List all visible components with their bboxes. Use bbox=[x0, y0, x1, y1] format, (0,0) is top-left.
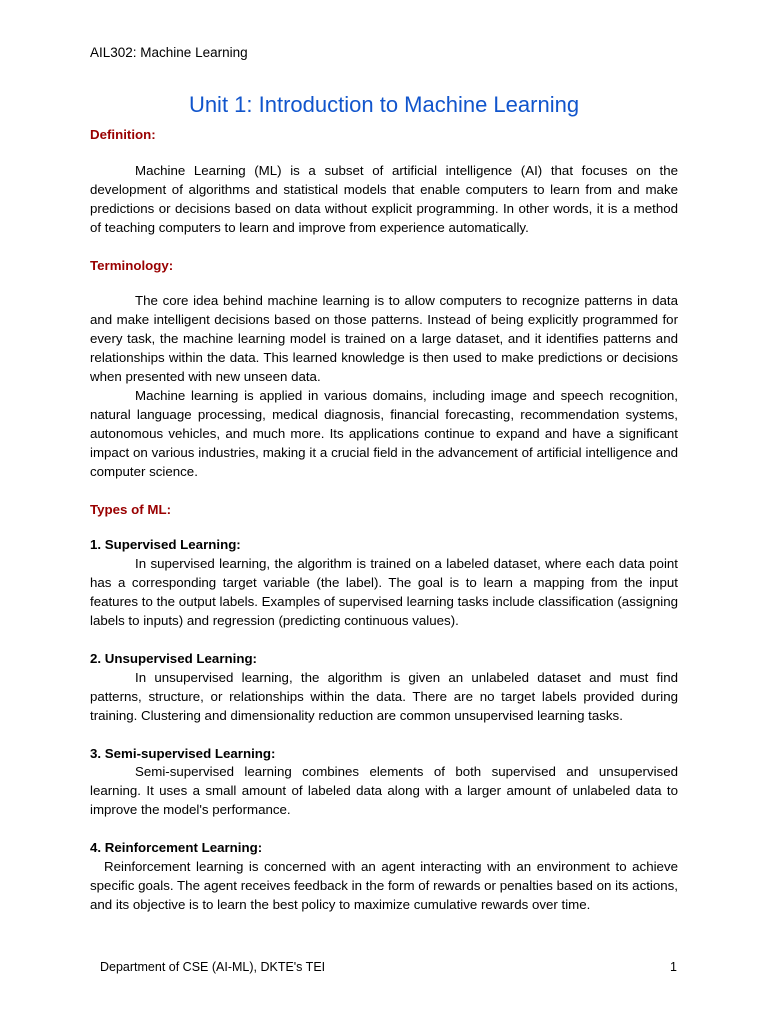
definition-heading: Definition: bbox=[90, 127, 156, 142]
terminology-paragraph-1: The core idea behind machine learning is to allow computers to recognize patterns in data and make intelligent decisions based on those patterns. Instead of being explicitly programmed for every task, the machine learning model is trained on a large dataset, and it identifies patterns and relationships within the data. This learned knowledge is then used to make predictions or decisions when presented with new unseen data. bbox=[90, 293, 678, 385]
terminology-paragraph-2: Machine learning is applied in various domains, including image and speech recognition, natural language processing, medical diagnosis, financial forecasting, recommendation systems, autonomous vehicles, and much more. Its applications continue to expand and have a significant impact on various industries, making it a crucial field in the advancement of artificial intelligence and computer science. bbox=[90, 387, 678, 479]
unsupervised-heading: 2. Unsupervised Learning: bbox=[90, 650, 257, 666]
page-title: Unit 1: Introduction to Machine Learning bbox=[188, 92, 580, 117]
semi-supervised-paragraph: Semi-supervised learning combines elements of both supervised and unsupervised learning. It uses a small amount of labeled data along with a larger amount of unlabeled data to improve the model's performance. bbox=[90, 764, 678, 818]
page-number: 1 bbox=[670, 960, 677, 974]
supervised-heading: 1. Supervised Learning: bbox=[90, 537, 241, 553]
definition-paragraph: Machine Learning (ML) is a subset of artificial intelligence (AI) that focuses on the development of algorithms and statistical models that enable computers to learn from and make predictions or decisions based on data without explicit programming. In other words, it is a method of teaching computers to learn and improve from experience automatically. bbox=[90, 162, 678, 235]
terminology-heading: Terminology: bbox=[90, 257, 174, 273]
course-header: AIL302: Machine Learning bbox=[90, 45, 248, 60]
semi-supervised-heading: 3. Semi-supervised Learning: bbox=[90, 745, 276, 761]
supervised-paragraph: In supervised learning, the algorithm is trained on a labeled dataset, where each data point has a corresponding target variable (the label). The goal is to learn a mapping from the input features to the output labels. Examples of supervised learning tasks include classification (assigning labels to inputs) and regression (predicting continuous values). bbox=[90, 556, 678, 629]
footer-department: Department of CSE (AI-ML), DKTE's TEI bbox=[100, 960, 326, 974]
document-body bbox=[90, 126, 678, 915]
unsupervised-paragraph: In unsupervised learning, the algorithm is given an unlabeled dataset and must find patterns, structure, or relationships within the data. There are no target labels provided during training. Clustering and dimensionality reduction are common unsupervised learning tasks. bbox=[90, 669, 678, 723]
types-heading: Types of ML: bbox=[90, 501, 172, 517]
reinforcement-paragraph: Reinforcement learning is concerned with an agent interacting with an environment to achieve specific goals. The agent receives feedback in the form of rewards or penalties based on its actions, and its objective is to learn the best policy to maximize cumulative rewards over time. bbox=[90, 859, 678, 912]
reinforcement-heading: 4. Reinforcement Learning: bbox=[90, 840, 263, 856]
